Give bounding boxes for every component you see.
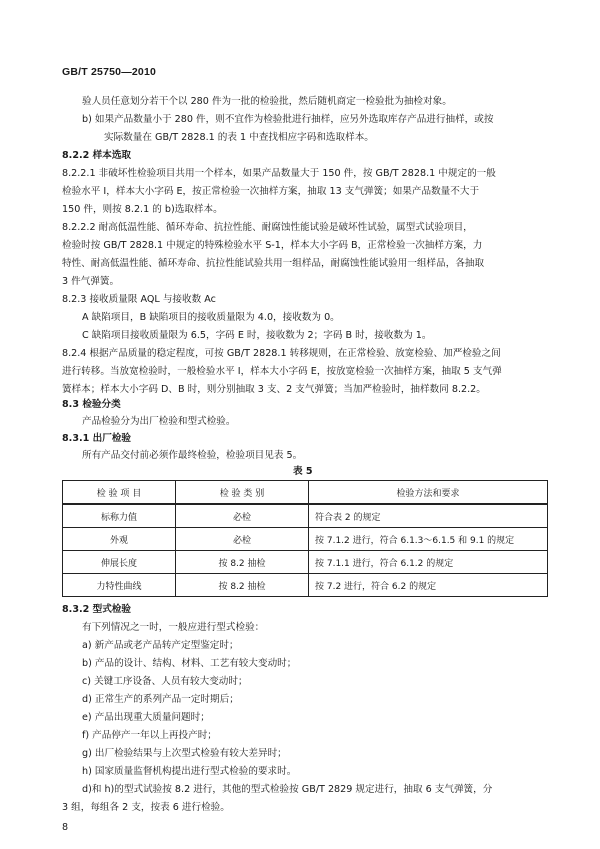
table-cell: 必检	[176, 528, 309, 551]
paragraph-line: 产品检验分为出厂检验和型式检验。	[82, 416, 236, 427]
paragraph-line: C 缺陷项目接收质量限为 6.5，字码 E 时，接收数为 2；字码 B 时，接收数为 1。	[82, 330, 432, 341]
paragraph-line: 实际数量在 GB/T 2828.1 的表 1 中查找相应字码和选取样本。	[104, 132, 374, 143]
paragraph-line: 进行转移。当放宽检验时，一般检验水平 Ⅰ，样本大小字码 E，按放宽检验一次抽样方案，抽取 5 支气弹	[62, 366, 502, 377]
clause-8-2-2-1: 8.2.2.1 非破坏性检验项目共用一个样本，如果产品数量大于 150 件，按 GB/T 2828.1 中规定的一般	[62, 168, 496, 179]
paragraph-line: 150 件，则按 8.2.1 的 b)选取样本。	[62, 204, 223, 215]
paragraph-line: 簧样本；样本大小字码 D、B 时，则分别抽取 3 支、2 支气弹簧；当加严检验时，抽样数同 8.2.2。	[62, 384, 486, 395]
table-cell: 必检	[176, 504, 309, 528]
paragraph-line: 特性、耐高低温性能、循环寿命、抗拉性能试验共用一组样品，耐腐蚀性能试验用一组样品，各抽取	[62, 258, 485, 269]
table-header-cell: 检验方法和要求	[309, 481, 548, 505]
paragraph-line: 3 件气弹簧。	[62, 276, 120, 287]
table-5	[62, 480, 548, 597]
list-item-a: a) 新产品或老产品转产定型鉴定时；	[82, 640, 239, 651]
table-cell: 力特性曲线	[63, 574, 176, 597]
clause-8-2-3: 8.2.3 接收质量限 AQL 与接收数 Ac	[62, 294, 216, 305]
table-cell: 标称力值	[63, 504, 176, 528]
section-heading-8-3-1: 8.3.1 出厂检验	[62, 433, 132, 444]
list-item-c: c) 关键工序设备、人员有较大变动时；	[82, 676, 248, 687]
table-caption: 表 5	[293, 466, 313, 477]
list-item-b: b) 如果产品数量小于 280 件，则不宜作为检验批进行抽样，应另外选取库存产品进行抽样，或按	[82, 114, 494, 125]
section-heading-8-3: 8.3 检验分类	[62, 399, 121, 410]
section-heading-8-3-2: 8.3.2 型式检验	[62, 604, 132, 615]
table-cell: 按 7.2 进行，符合 6.2 的规定	[309, 574, 548, 597]
table-cell: 符合表 2 的规定	[309, 504, 548, 528]
paragraph-line: 3 组，每组各 2 支，按表 6 进行检验。	[62, 802, 230, 813]
paragraph-line: 检验水平 Ⅰ，样本大小字码 E，按正常检验一次抽样方案，抽取 13 支气弹簧；如果产品数量不大于	[62, 186, 480, 197]
list-item-b: b) 产品的设计、结构、材料、工艺有较大变动时；	[82, 658, 297, 669]
table-row	[63, 551, 548, 574]
list-item-d: d) 正常生产的系列产品一定时期后；	[82, 694, 239, 705]
page-number: 8	[62, 822, 69, 833]
section-heading-8-2-2: 8.2.2 样本选取	[62, 150, 132, 161]
paragraph-line: 验人员任意划分若干个以 280 件为一批的检验批，然后随机商定一检验批为抽检对象。	[82, 96, 452, 107]
list-item-h: h) 国家质量监督机构提出进行型式检验的要求时。	[82, 766, 297, 777]
table-cell: 伸展长度	[63, 551, 176, 574]
table-cell: 按 7.1.2 进行，符合 6.1.3～6.1.5 和 9.1 的规定	[309, 528, 548, 551]
list-item-f: f) 产品停产一年以上再投产时；	[82, 730, 217, 741]
table-row	[63, 574, 548, 597]
paragraph-line: 检验时按 GB/T 2828.1 中规定的特殊检验水平 S-1，样本大小字码 B，正常检验一次抽样方案，力	[62, 240, 483, 251]
paragraph-line: A 缺陷项目，B 缺陷项目的接收质量限为 4.0，接收数为 0。	[82, 312, 340, 323]
table-row	[63, 528, 548, 551]
paragraph-line: 有下列情况之一时，一般应进行型式检验：	[82, 622, 265, 633]
paragraph-line: 所有产品交付前必须作最终检验，检验项目见表 5。	[82, 450, 303, 461]
clause-8-2-4: 8.2.4 根据产品质量的稳定程度，可按 GB/T 2828.1 转移规则，在正常检验、放宽检验、加严检验之间	[62, 348, 501, 359]
table-cell: 外观	[63, 528, 176, 551]
paragraph-line: d)和 h)的型式试验按 8.2 进行，其他的型式检验按 GB/T 2829 规定进行，抽取 6 支气弹簧，分	[82, 784, 493, 795]
table-cell: 按 7.1.1 进行，符合 6.1.2 的规定	[309, 551, 548, 574]
table-row	[63, 504, 548, 528]
table-header-cell: 检 验 类 别	[176, 481, 309, 505]
list-item-g: g) 出厂检验结果与上次型式检验有较大差异时；	[82, 748, 287, 759]
clause-8-2-2-2: 8.2.2.2 耐高低温性能、循环寿命、抗拉性能、耐腐蚀性能试验是破坏性试验，属型式试验项目，	[62, 222, 473, 233]
standard-number-header: GB/T 25750—2010	[62, 66, 157, 78]
table-cell: 按 8.2 抽检	[176, 551, 309, 574]
table-cell: 按 8.2 抽检	[176, 574, 309, 597]
list-item-e: e) 产品出现重大质量问题时；	[82, 712, 210, 723]
table-header-row	[63, 481, 548, 505]
table-header-cell: 检 验 项 目	[63, 481, 176, 505]
